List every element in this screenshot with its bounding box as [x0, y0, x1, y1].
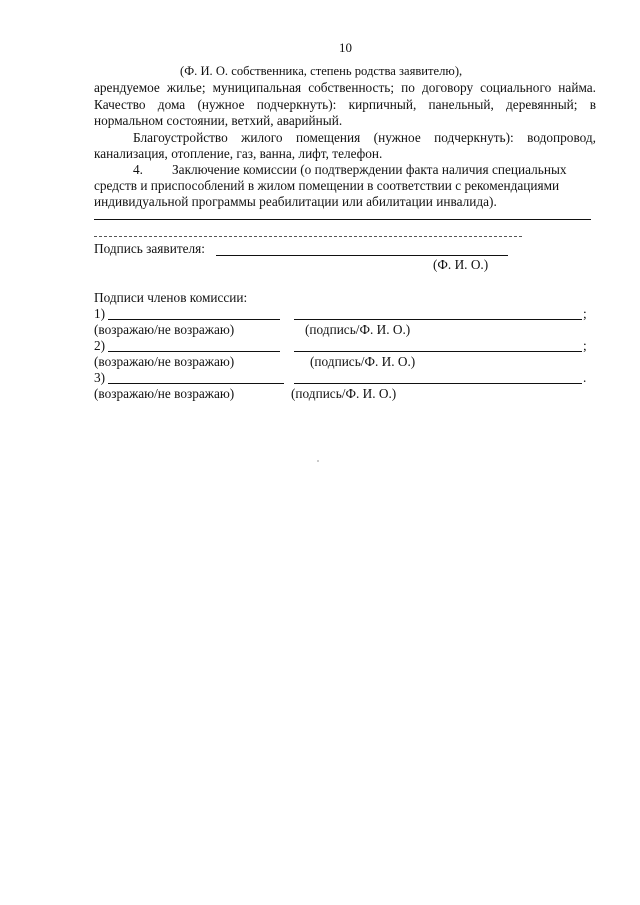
member-2-objection-line[interactable]	[108, 351, 280, 352]
member-2-signature-line[interactable]	[294, 351, 582, 352]
member-1-number: 1)	[94, 306, 106, 321]
conclusion-blank-line-2[interactable]	[94, 236, 522, 237]
applicant-fio-caption: (Ф. И. О.)	[433, 257, 489, 272]
page-number: 10	[339, 40, 352, 55]
housing-line-2: Качество дома (нужное подчеркнуть): кирпичный, панельный, деревянный; в	[94, 97, 596, 112]
member-3-objection-caption: (возражаю/не возражаю)	[94, 386, 235, 401]
member-1-signature-caption: (подпись/Ф. И. О.)	[305, 322, 411, 337]
amenities-line-1: Благоустройство жилого помещения (нужное подчеркнуть): водопровод,	[133, 130, 596, 145]
member-3-end: .	[583, 370, 587, 385]
conclusion-blank-line-1[interactable]	[94, 219, 591, 220]
member-1-objection-caption: (возражаю/не возражаю)	[94, 322, 235, 337]
housing-line-3: нормальном состоянии, ветхий, аварийный.	[94, 113, 343, 128]
applicant-signature-line[interactable]	[216, 255, 508, 256]
housing-line-1: арендуемое жилье; муниципальная собственность; по договору социального найма.	[94, 80, 596, 95]
member-3-signature-line[interactable]	[294, 383, 582, 384]
conclusion-line-2: средств и приспособлений в жилом помещении в соответствии с рекомендациями	[94, 178, 560, 193]
owner-caption: (Ф. И. О. собственника, степень родства заявителю),	[180, 64, 463, 78]
member-1-end: ;	[583, 306, 587, 321]
member-3-objection-line[interactable]	[108, 383, 284, 384]
conclusion-line-1: Заключение комиссии (о подтверждении факта наличия специальных	[172, 162, 567, 177]
applicant-signature-label: Подпись заявителя:	[94, 241, 205, 256]
member-2-objection-caption: (возражаю/не возражаю)	[94, 354, 235, 369]
commission-heading: Подписи членов комиссии:	[94, 290, 248, 305]
member-3-signature-caption: (подпись/Ф. И. О.)	[291, 386, 397, 401]
member-2-number: 2)	[94, 338, 106, 353]
member-3-number: 3)	[94, 370, 106, 385]
conclusion-line-3: индивидуальной программы реабилитации или абилитации инвалида).	[94, 194, 497, 209]
member-2-signature-caption: (подпись/Ф. И. О.)	[310, 354, 416, 369]
member-2-end: ;	[583, 338, 587, 353]
scan-speck	[317, 460, 319, 462]
amenities-line-2: канализация, отопление, газ, ванна, лифт, телефон.	[94, 146, 383, 161]
member-1-objection-line[interactable]	[108, 319, 280, 320]
member-1-signature-line[interactable]	[294, 319, 582, 320]
conclusion-number: 4.	[133, 162, 143, 177]
